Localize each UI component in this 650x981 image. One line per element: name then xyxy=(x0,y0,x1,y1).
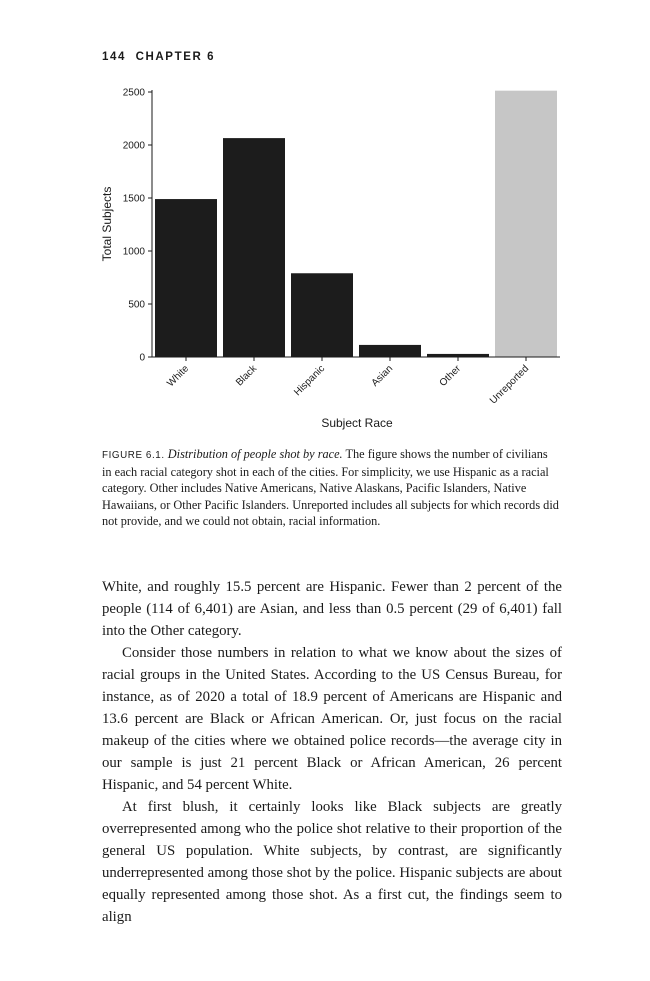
figure-caption xyxy=(102,446,560,529)
paragraph: White, and roughly 15.5 percent are Hispanic. Fewer than 2 percent of the people (114 of 6,401) are Asian, and less than 0.5 percent (29 of 6,401) fall into the Other category. xyxy=(102,579,562,639)
chapter-label: CHAPTER 6 xyxy=(135,51,216,63)
paragraph: Consider those numbers in relation to what we know about the sizes of racial groups in the United States. According to the US Census Bureau, for instance, as of 2020 a total of 18.9 percent of Americans are Hispanic and 13.6 percent are Black or African American. Or, just focus on the racial makeup of the cities where we obtained police records—the average city in our sample is just 21 percent Black or African American, 26 percent Hispanic, and 54 percent White. xyxy=(102,645,562,793)
figure-caption-text: The figure shows the number of civilians in each racial category shot in each of the cities. For simplicity, we use Hispanic as a racial category. Other includes Native Americans, Native Alaskans, Pacific Islanders, Native Hawaiians, or Other Pacific Islanders. Unreported includes all subjects for which records did not provide, and we could not obtain, racial information. xyxy=(102,447,559,528)
y-axis xyxy=(123,88,152,364)
x-tick-label: Unreported xyxy=(487,363,532,407)
x-axis-label: Subject Race xyxy=(321,416,393,430)
x-axis xyxy=(152,357,560,406)
bar-black xyxy=(223,138,285,357)
y-tick-label: 2500 xyxy=(122,87,145,99)
bar-white xyxy=(155,199,217,357)
x-tick-label: Black xyxy=(234,363,260,389)
bar-unreported xyxy=(495,91,557,357)
figure-label: FIGURE 6.1. xyxy=(102,450,165,461)
x-tick-label: Hispanic xyxy=(292,363,328,399)
bar-asian xyxy=(359,345,421,357)
page-number: 144 xyxy=(102,51,126,63)
y-tick-label: 0 xyxy=(139,352,145,364)
y-tick-label: 500 xyxy=(128,299,145,311)
y-tick-label: 2000 xyxy=(122,140,145,152)
paragraph: At first blush, it certainly looks like Black subjects are greatly overrepresented among who the police shot relative to their proportion of the general US population. White subjects, by contrast, are significantly underrepresented among those shot by the police. Hispanic subjects are about equally represented among those shot. As a first cut, the findings seem to align xyxy=(102,799,562,925)
figure-title: Distribution of people shot by race. xyxy=(167,447,343,461)
y-tick-label: 1000 xyxy=(122,246,145,258)
x-tick-label: Asian xyxy=(369,363,396,389)
y-axis-label: Total Subjects xyxy=(100,186,114,262)
body-text xyxy=(102,576,562,928)
bars-group xyxy=(155,91,557,357)
x-tick-label: White xyxy=(165,363,192,390)
bar-chart xyxy=(0,0,650,440)
y-tick-label: 1500 xyxy=(122,193,145,205)
bar-hispanic xyxy=(291,273,353,357)
x-tick-label: Other xyxy=(437,363,464,389)
